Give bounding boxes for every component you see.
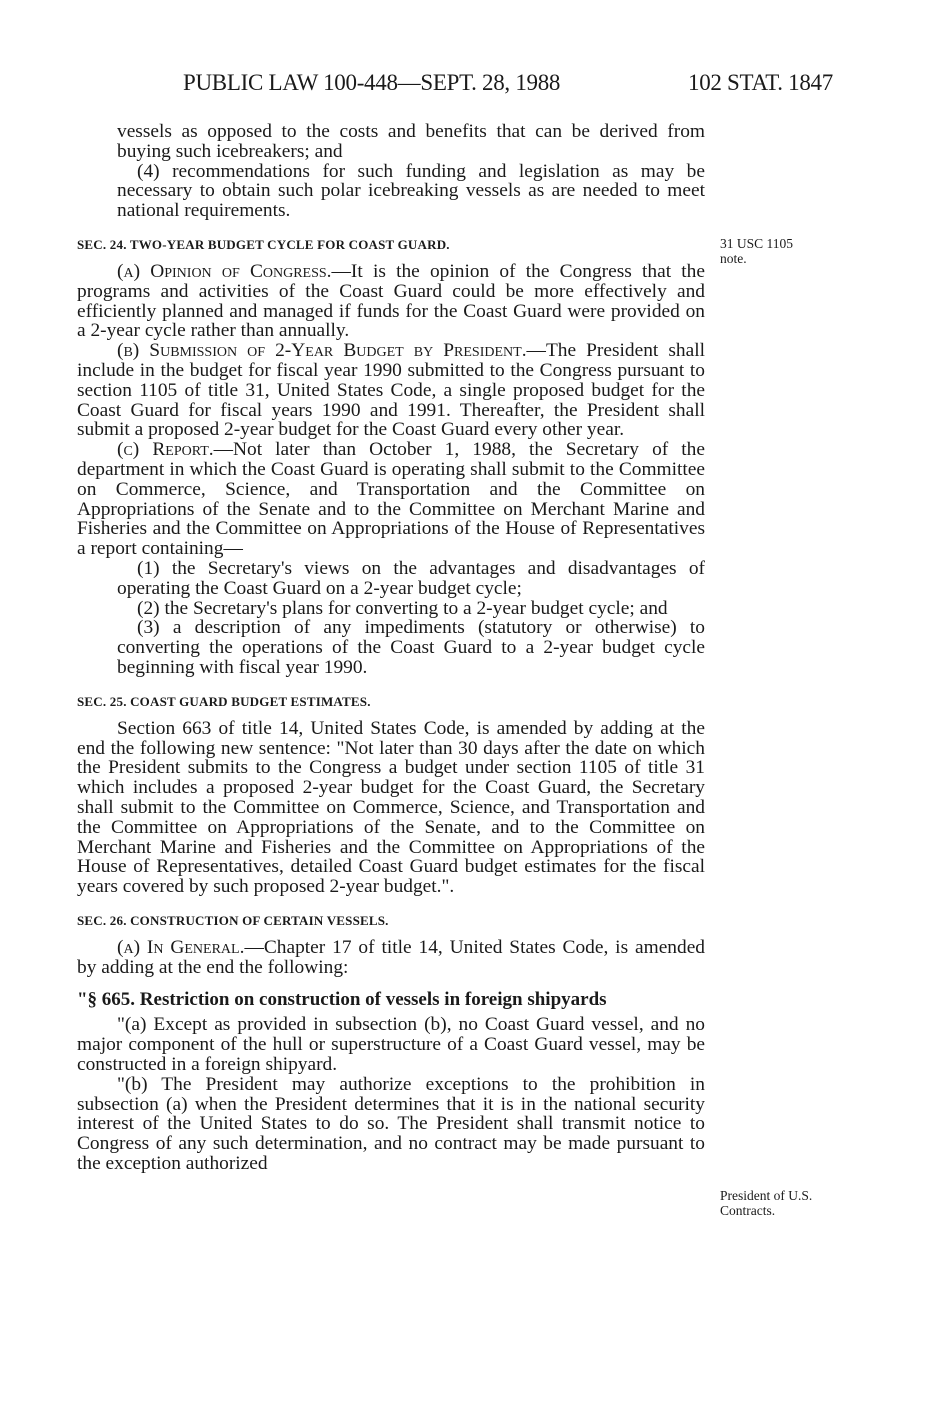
sec26-a-text: —Chapter 17 of title 14, United States Code, is amended by adding at the end the following:: [77, 936, 705, 978]
sec24-c-text: —Not later than October 1, 1988, the Secretary of the department in which the Coast Guard is operating shall submit to the Committee on Commerce, Science, and Transportation and the Committee on Appropriations of the Senate and to the Committee on Merchant Marine and Fisheries and the Committee on Appropriations of the House of Representatives a report containing—: [77, 439, 705, 560]
margin-note-usc: [720, 236, 793, 266]
sec24-c-label: (c) Report.: [117, 439, 214, 461]
running-title: PUBLIC LAW 100-448—SEPT. 28, 1988: [183, 70, 561, 95]
page-header: [0, 64, 943, 104]
sec24-subsection-b: [77, 341, 705, 440]
sec24-c-item-3: (3) a description of any impediments (statutory or otherwise) to converting the operations of the Coast Guard to a 2-year budget cycle beginning with fiscal year 1990.: [117, 617, 705, 678]
sec24-b-text: —The President shall include in the budget for fiscal year 1990 submitted to the Congress pursuant to section 1105 of title 31, United States Code, a single proposed budget for the Coast Guard for fiscal years 1990 and 1991. Thereafter, the President shall submit a proposed 2-year budget for the Coast Guard every other year.: [77, 340, 705, 441]
sec25-text: Section 663 of title 14, United States Code, is amended by adding at the end the following new sentence: "Not later than 30 days after the date on which the President submits to the Congress a budget under section 1105 of title 31 which includes a proposed 2-year budget for the Coast Guard, the Secretary shall submit to the Committee on Commerce, Science, and Transportation and the Committee on Appropriations of the Senate, and to the Committee on Merchant Marine and Fisheries and the Committee on Appropriations of the House of Representatives, detailed Coast Guard budget estimates for the fiscal years covered by such proposed 2-year budget.".: [77, 717, 705, 898]
sec24-a-text: —It is the opinion of the Congress that the programs and activities of the Coast Guard could be more effectively and efficiently planned and managed if funds for the Coast Guard were provided on a 2-year cycle rather than annually.: [77, 260, 705, 342]
intro-continuation: vessels as opposed to the costs and benefits that can be derived from buying such icebreakers; and: [117, 121, 705, 162]
sec24-a-label: (a) Opinion of Congress.: [117, 260, 332, 282]
sec24-subsection-a: [77, 262, 705, 341]
sec25-heading: SEC. 25. COAST GUARD BUDGET ESTIMATES.: [77, 693, 371, 709]
margin-note-president: [720, 1188, 812, 1218]
sec24-subsection-c: [77, 440, 705, 559]
intro-item-4: (4) recommendations for such funding and legislation as may be necessary to obtain such polar icebreaking vessels as are needed to meet national requirements.: [117, 160, 705, 222]
margin-note-president-line1: President of U.S.: [720, 1188, 813, 1203]
sec24-c-item-2: (2) the Secretary's plans for converting to a 2-year budget cycle; and: [137, 597, 668, 619]
sec26-subsection-a: [77, 938, 705, 978]
margin-note-usc-line2: note.: [720, 251, 747, 266]
section-665-subsection-a: "(a) Except as provided in subsection (b), no Coast Guard vessel, and no major component of the hull or superstructure of a Coast Guard vessel, may be constructed in a foreign shipyard.: [77, 1014, 705, 1076]
sec24-heading: SEC. 24. TWO-YEAR BUDGET CYCLE FOR COAST GUARD.: [77, 236, 450, 252]
sec26-a-label: (a) In General.: [117, 936, 245, 958]
page-body: [77, 122, 705, 1174]
margin-note-usc-line1: 31 USC 1105: [720, 236, 794, 251]
sec26-heading: SEC. 26. CONSTRUCTION OF CERTAIN VESSELS.: [77, 912, 389, 928]
sec24-b-label: (b) Submission of 2-Year Budget by President.: [117, 340, 527, 362]
statute-page-number: 102 STAT. 1847: [688, 70, 833, 95]
section-665-heading: "§ 665. Restriction on construction of vessels in foreign shipyards: [77, 989, 607, 1011]
margin-note-president-line2: Contracts.: [720, 1203, 776, 1218]
sec24-c-item-1: (1) the Secretary's views on the advantages and disadvantages of operating the Coast Guard on a 2-year budget cycle;: [117, 557, 705, 599]
section-665-subsection-b: "(b) The President may authorize exceptions to the prohibition in subsection (a) when the President determines that it is in the national security interest of the United States to do so. The President shall transmit notice to Congress of any such determination, and no contract may be made pursuant to the exception authorized: [77, 1073, 705, 1175]
